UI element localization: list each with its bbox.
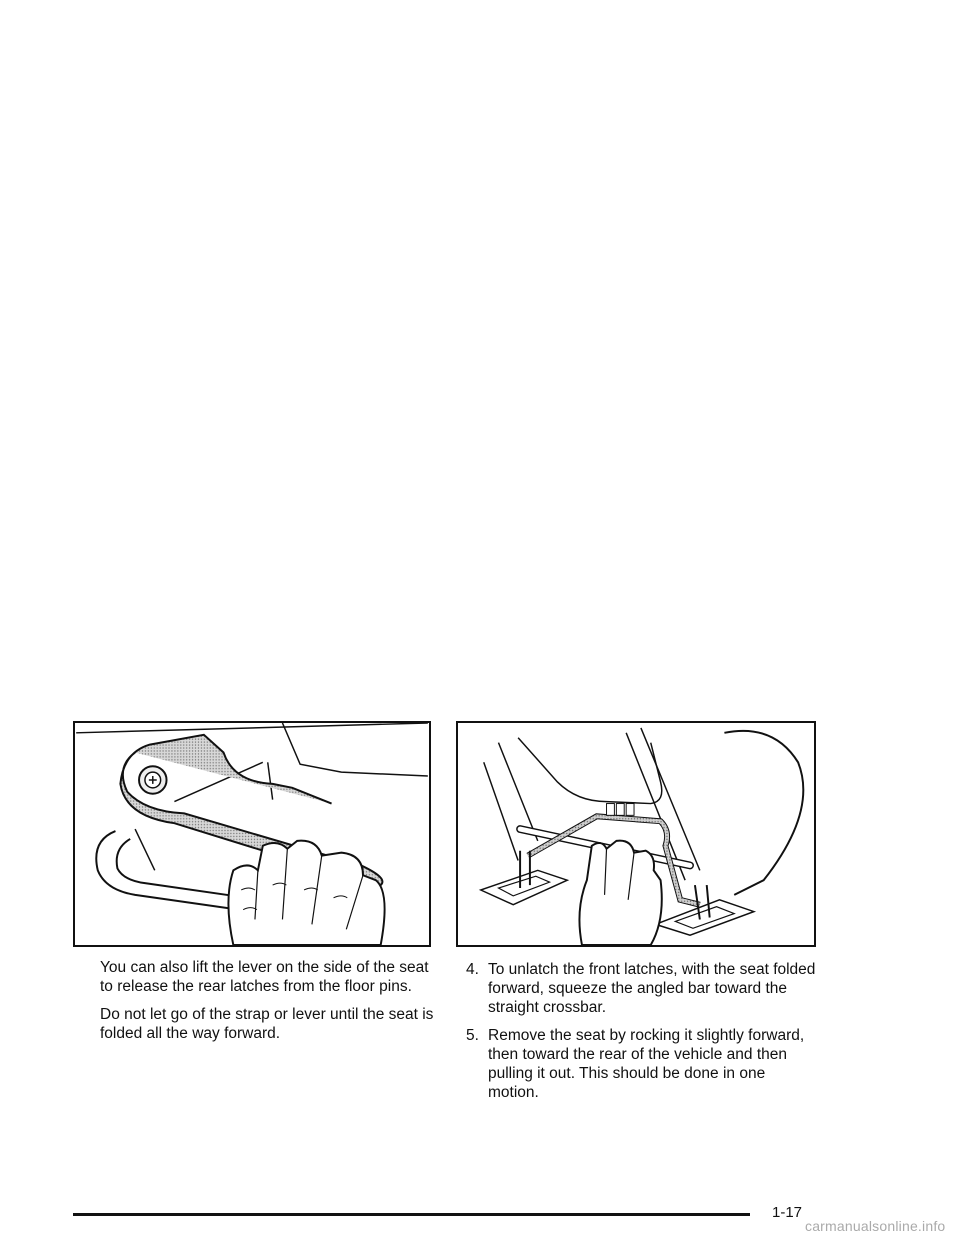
footer-rule [73,1213,750,1216]
seat-front-latch-crossbar-illustration-icon [458,723,814,945]
step-text: To unlatch the front latches, with the seat folded forward, squeeze the angled bar toward the straight crossbar. [488,961,816,1016]
paragraph-strap: Do not let go of the strap or lever until the seat is folded all the way forward. [100,1006,434,1042]
paragraph-lever: You can also lift the lever on the side of the seat to release the rear latches from the floor pins. [100,959,429,995]
right-text-column [466,960,816,1111]
page-number: 1-17 [772,1204,803,1221]
step-number: 4. [466,961,479,978]
step-number: 5. [466,1027,479,1044]
watermark: carmanualsonline.info [805,1218,946,1234]
step-text: Remove the seat by rocking it slightly forward, then toward the rear of the vehicle and then pulling it out. This should be done in one motion. [488,1027,805,1101]
figure-seat-lever [73,721,431,947]
step-4 [466,960,816,1017]
left-text-column [100,958,435,1052]
seat-lever-hand-illustration-icon [75,723,429,945]
figure-front-latches [456,721,816,947]
step-5 [466,1026,816,1102]
